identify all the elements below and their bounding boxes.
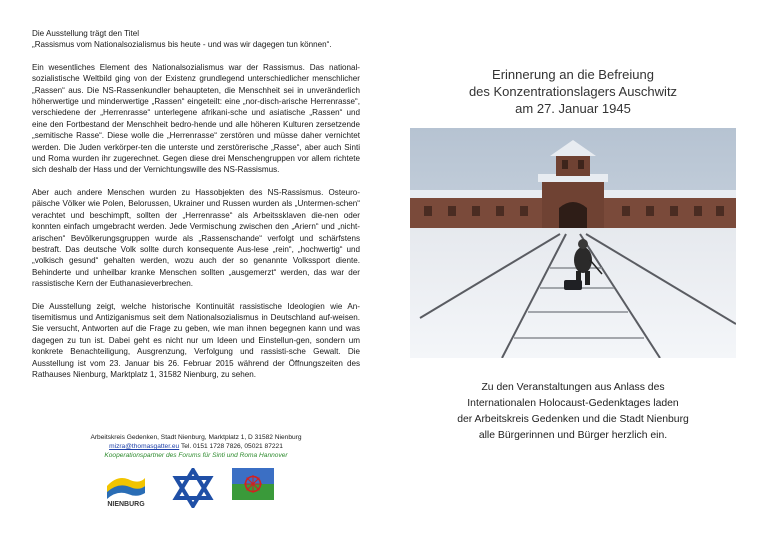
page-title [408,66,738,117]
title-line-1: Erinnerung an die Befreiung [492,67,654,82]
paragraph-racism: Ein wesentliches Element des Nationalsozialismus war der Rassismus. Das national-sozialistische Weltbild ging von der Existenz grundlegend unterschiedlicher menschlicher „Rassen“ aus. Die NS-Rassenkundler behaupteten, die Menschheit sei in unveränderlich höherwertige und minderwertige „Rassen“ eingeteilt: eine „nor-disch-arische Herrenrasse“, verschiedene der „Herrenrasse“ unterlegene afrikani-sche und asiatische „Rassen“ und eine den Fortbestand der Menschheit bedro-hende und alle höheren Kulturen zersetzende „semitische Rasse“. Diese wolle die „Herrenrasse“ zerstören und müsse daher vernichtet werden. Die Juden verkörper-ten die unterste und zerstörerische „Rasse“, aber auch Sinti und Roma wurden ihr zugerechnet. Gegen diese drei Menschengruppen vor allem richtete sich deshalb der Hass und der Vernichtungswille des NS-Rassismus. [32,62,360,175]
title-line-2: des Konzentrationslagers Auschwitz [468,84,678,99]
nienburg-logo-text: NIENBURG [107,501,145,508]
paragraph-exhibition: Die Ausstellung zeigt, welche historische Kontinuität rassistische Ideologien wie An-tisemitismus und Antiziganismus seit dem Nationalsozialismus in Deutschland auf-weisen. Sie versucht, Antworten auf die Frage zu geben, wie man ihnen begegnen kann und was dagegen zu tun ist. Dabei geht es nicht nur um Ideen und Einstellun-gen, sondern um konkrete Benachteiligung, Ausgrenzung, Verfolgung und rassisti-sche Gewalt. Die Ausstellung ist vom 23. Januar bis 26. Februar 2015 während der Öffnungszeiten des Rathauses Nienburg, Marktplatz 1, 31582 Nienburg, zu sehen. [32,301,360,379]
contact-footer [32,433,360,460]
nienburg-logo [104,468,148,513]
paragraph-other-victims: Aber auch andere Menschen wurden zu Hassobjekten des NS-Rassismus. Osteuro-päische Völker wie Polen, Belorussen, Ukrainer und Russen wurden als „Untermen-schen“ verachtet und beschimpft, sollten der „Herrenrasse“ als Arbeitssklaven die-nen oder konnten einfach umgebracht werden. Jede Vermischung zwischen den „Ariern“ und „nicht-arischen“ Bevölkerungsgruppen wurde als „Rassenschande“ verfolgt und schärfstens bestraft. Das deutsche Volk sollte durch konsequente Aus-lese „rein“, „hochwertig“ und „volkisch gesund“ gehalten werden, wozu auch der so genannte Volkssport diente. Behinderte und unheilbar kranke Menschen sollten „ausgemerzt“ werden, das war der rassistische Kern der Euthanasieverbrechen. [32,187,360,289]
intro-line-2: „Rassismus vom Nationalsozialismus bis heute - und was wir dagegen tun können“. [32,40,332,50]
invite-line-2: Internationalen Holocaust-Gedenktages laden [467,398,679,409]
body-text [32,62,360,381]
invite-line-3: der Arbeitskreis Gedenken und die Stadt Nienburg [457,414,689,425]
footer-contact [32,442,360,451]
invite-line-4: alle Bürgerinnen und Bürger herzlich ein. [478,430,668,441]
footer-phone: Tel. 0151 1728 7826, 05021 87221 [180,443,283,450]
auschwitz-gate-photo [410,128,736,358]
invitation-text [408,380,738,444]
email-link[interactable]: mizra@thomasgatter.eu [109,443,180,450]
intro-line-1: Die Ausstellung trägt den Titel [32,29,140,38]
exhibition-intro [32,28,360,51]
star-of-david-icon [172,468,214,513]
invite-line-1: Zu den Veranstaltungen aus Anlass des [481,382,665,393]
roma-flag-icon [232,468,274,505]
left-column [32,28,360,380]
footer-address: Arbeitskreis Gedenken, Stadt Nienburg, Marktplatz 1, D 31582 Nienburg [90,434,302,441]
title-line-3: am 27. Januar 1945 [515,101,631,116]
footer-partner: Kooperationspartner des Forums für Sinti und Roma Hannover [104,452,288,459]
